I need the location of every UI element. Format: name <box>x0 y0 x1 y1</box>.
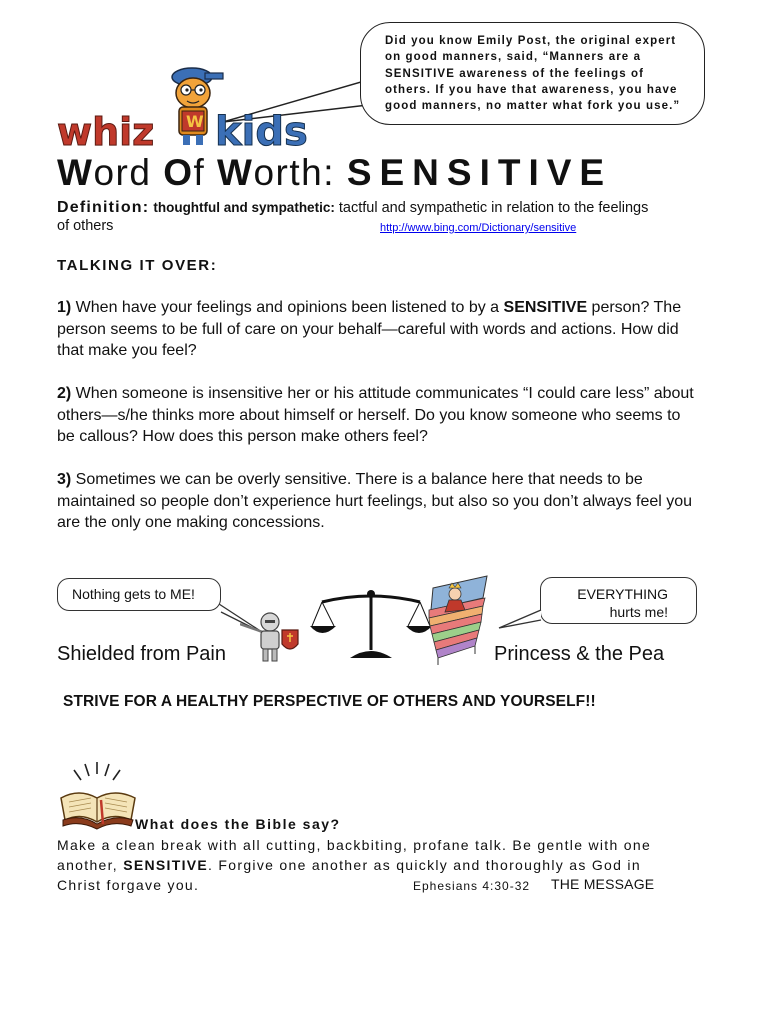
strive-banner: STRIVE FOR A HEALTHY PERSPECTIVE OF OTHERS AND YOURSELF!! <box>63 693 596 710</box>
definition <box>57 199 717 235</box>
question-2: 2) When someone is insensitive her or his attitude communicates “I could care less” about others—s/he thinks more about himself or herself. Do you know someone who seems to be callous? How does this person make others feel? <box>57 385 694 445</box>
definition-text: tactful and sympathetic in relation to the feelings <box>334 200 649 216</box>
balance-scales-icon <box>310 588 432 660</box>
princess-mattresses-icon <box>425 574 495 666</box>
speech-bubble-right: EVERYTHING hurts me! <box>540 577 697 624</box>
definition-term: thoughtful and sympathetic: <box>153 200 335 215</box>
svg-text:W: W <box>186 112 204 131</box>
logo-kids-text: kids <box>215 109 308 155</box>
knight-icon <box>240 600 310 665</box>
question-1: 1) When have your feelings and opinions been listened to by a SENSITIVE person? The person seems to be full of care on your behalf—careful with words and actions. How did that make you feel? <box>57 299 682 359</box>
page-title: Word Of Worth: SENSITIVE <box>57 152 613 193</box>
open-bible-icon <box>57 758 139 830</box>
verse-reference: Ephesians 4:30-32 <box>413 879 531 893</box>
quote-line: SENSITIVE awareness of the feelings of <box>385 67 645 80</box>
quote-line: Did you know Emily Post, the original expert <box>385 35 677 47</box>
quote-line: others. If you have that awareness, you have <box>385 83 678 96</box>
quote-line: good manners, no matter what fork you use.” <box>385 100 681 113</box>
section-heading: TALKING IT OVER: <box>57 257 218 274</box>
logo-whiz-text: whiz <box>57 110 155 154</box>
speech-bubble-right-tail <box>495 602 545 632</box>
quote-line: on good manners, said, “Manners are a <box>385 51 642 64</box>
bible-heading: What does the Bible say? <box>135 816 341 832</box>
label-shielded-from-pain: Shielded from Pain <box>57 643 226 665</box>
verse-source: THE MESSAGE <box>551 876 655 892</box>
definition-text-cont: of others <box>57 218 114 234</box>
definition-link[interactable]: http://www.bing.com/Dictionary/sensitive <box>380 222 577 234</box>
title-word: SENSITIVE <box>346 152 613 193</box>
label-princess-and-the-pea: Princess & the Pea <box>494 643 665 665</box>
question-3: 3) Sometimes we can be overly sensitive. There is a balance here that needs to be maintained so people don’t experience hurt feelings, but also so you don’t always feel you are the only one making concessions. <box>57 471 693 531</box>
speech-bubble-left: Nothing gets to ME! <box>57 578 221 611</box>
bible-verse: Make a clean break with all cutting, backbiting, profane talk. Be gentle with one another, SENSITIVE. Forgive one another as quickly and thoroughly as God in Christ forgave you. Ephesians 4:30-32 THE MESSAGE <box>57 835 677 895</box>
whiz-kids-logo <box>55 55 320 155</box>
quote-bubble <box>360 22 705 125</box>
definition-label: Definition: <box>57 199 150 216</box>
